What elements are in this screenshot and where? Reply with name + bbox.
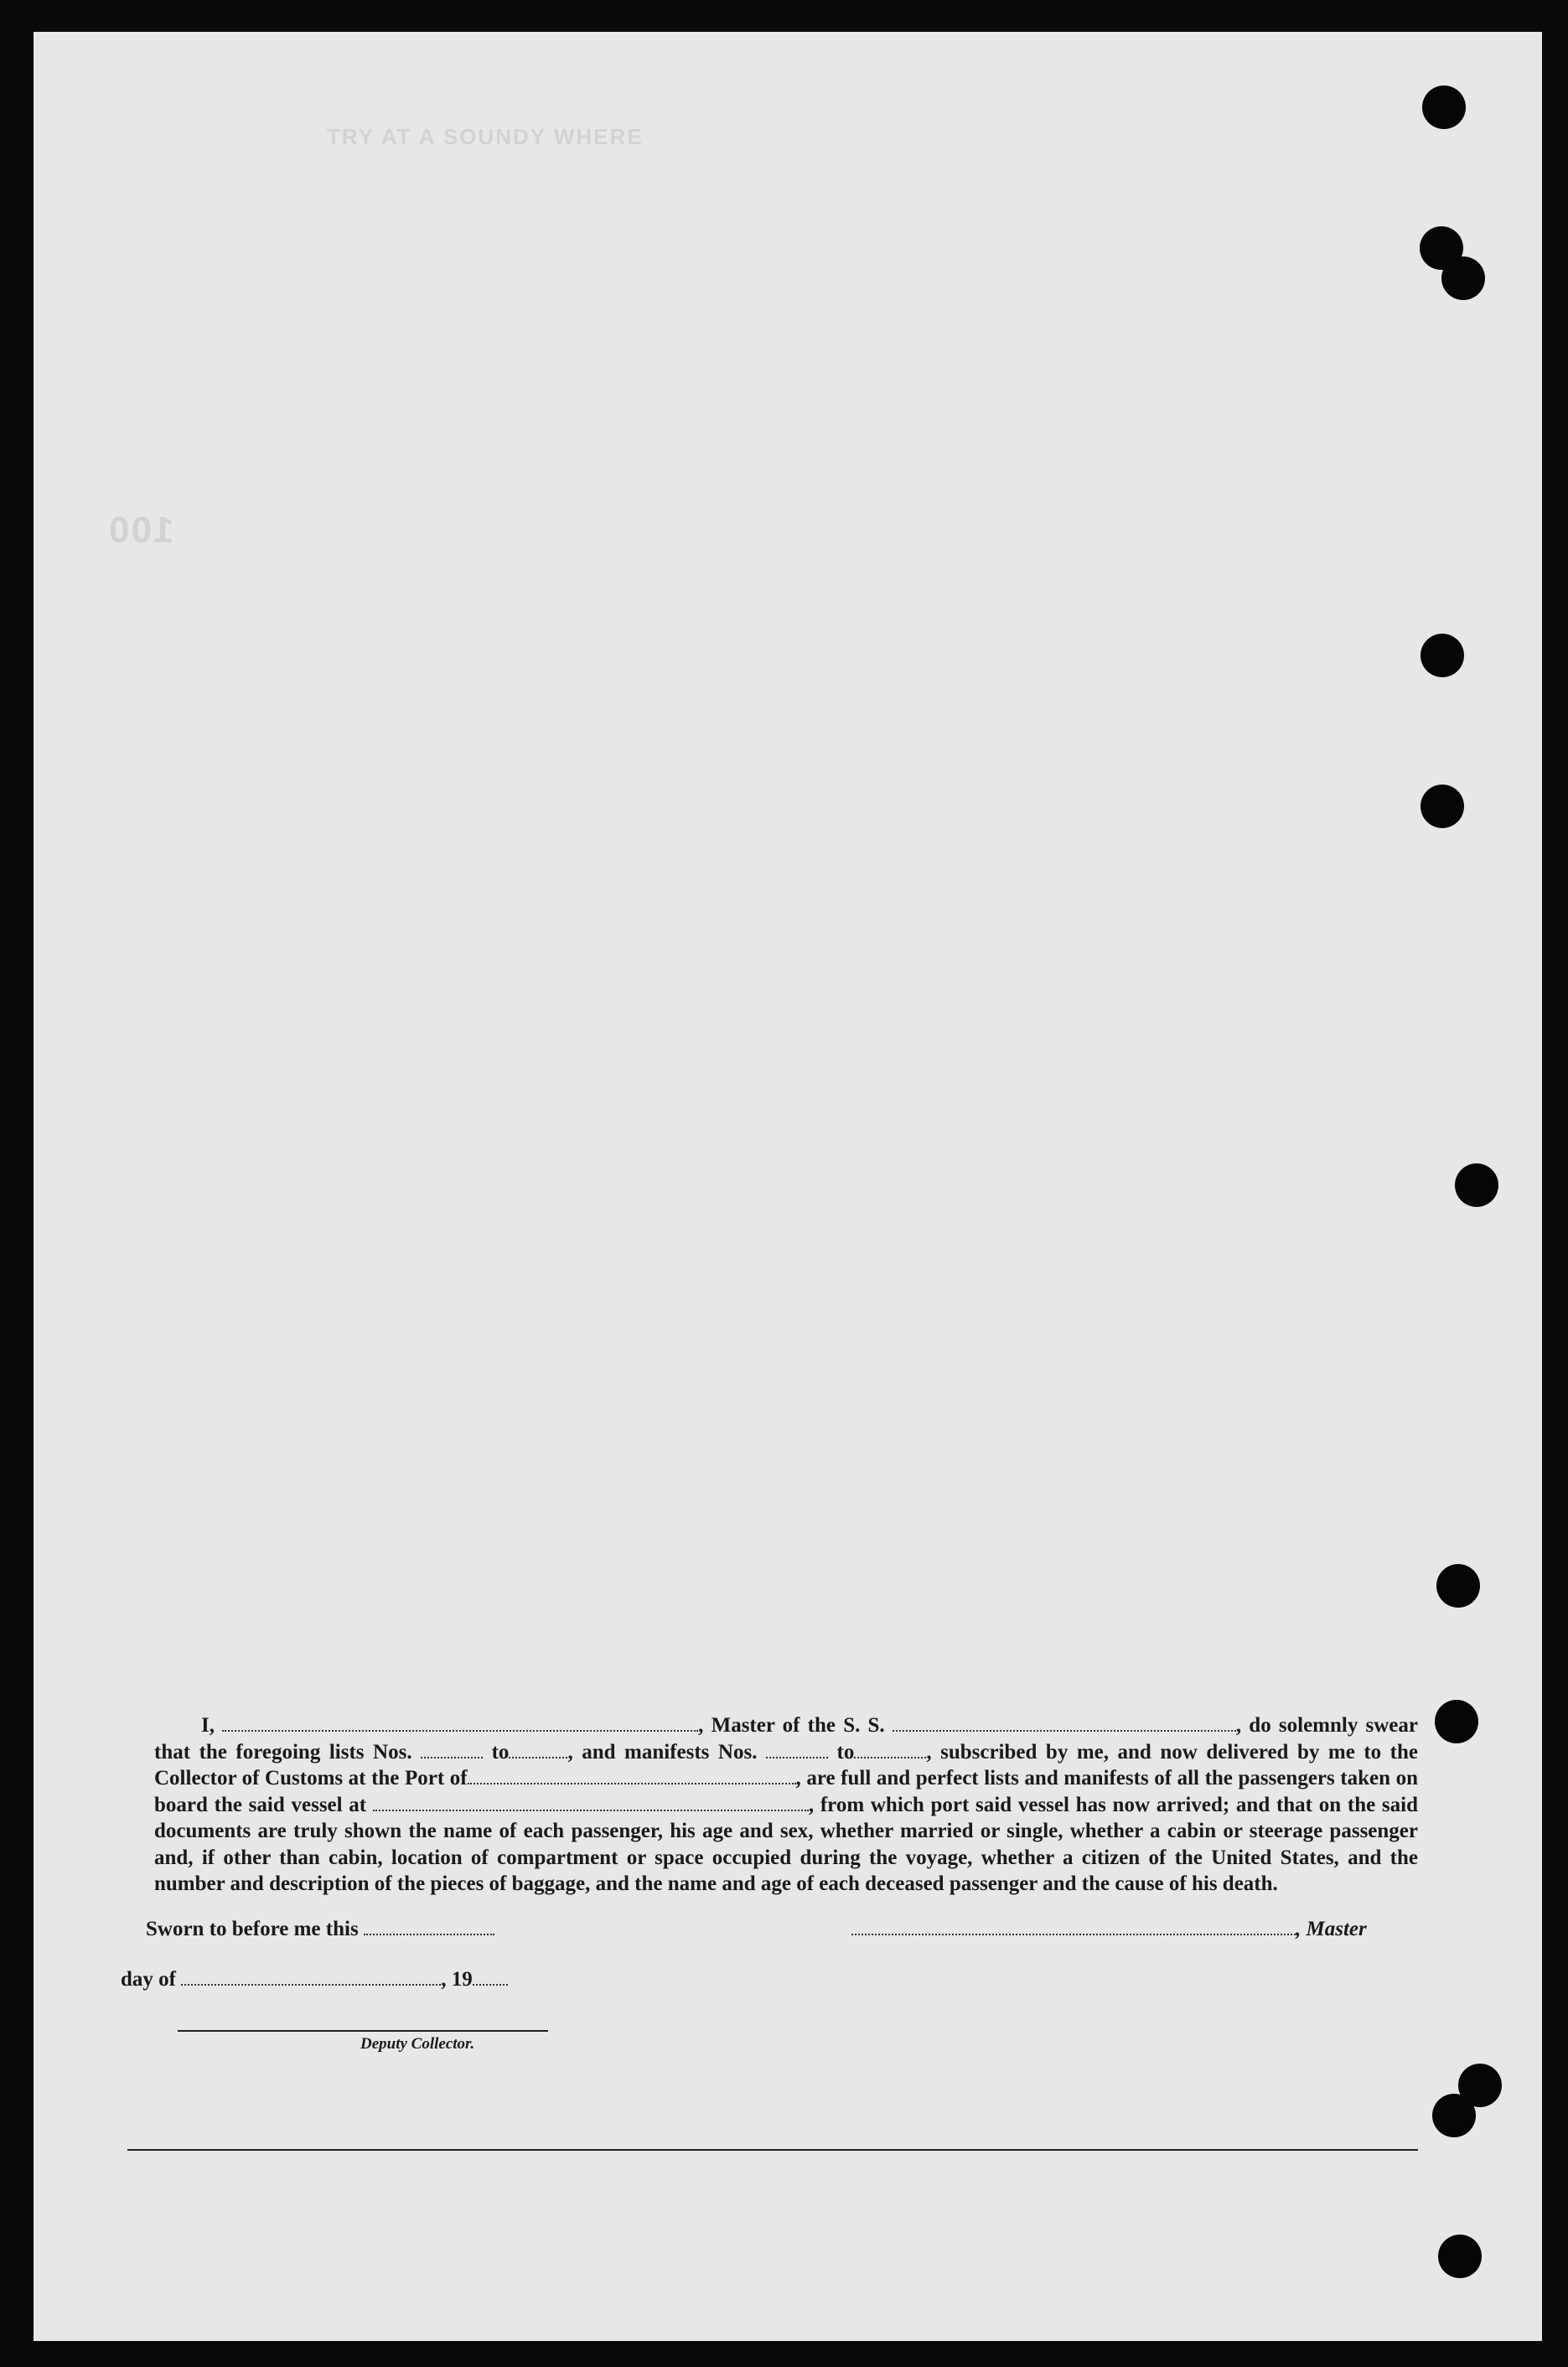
oath-text: , do solemnly swear that the foregoing lists Nos. — [154, 1714, 1418, 1764]
port-field[interactable] — [468, 1766, 796, 1784]
punch-hole — [1421, 634, 1464, 677]
oath-text: , Master of the S. S. — [698, 1714, 885, 1737]
oath-text: to — [491, 1740, 510, 1764]
sworn-label: Sworn to before me this — [146, 1918, 359, 1940]
master-signature-field[interactable] — [851, 1917, 1296, 1935]
day-of-label: day of — [121, 1968, 176, 1991]
bleed-through-number: 100 — [107, 510, 174, 551]
day-of-line — [121, 1967, 508, 1991]
deputy-signature-rule — [178, 2030, 548, 2032]
year-label: , 19 — [441, 1968, 473, 1991]
sworn-line — [146, 1917, 494, 1941]
list-from-field[interactable] — [421, 1740, 483, 1758]
punch-hole — [1435, 1700, 1478, 1743]
master-oath-paragraph — [154, 1712, 1418, 1898]
departure-port-field[interactable] — [373, 1793, 809, 1811]
manifest-page — [34, 32, 1542, 2341]
oath-text: I, — [201, 1714, 215, 1737]
punch-hole — [1438, 2235, 1482, 2278]
manifest-from-field[interactable] — [766, 1740, 828, 1758]
page-bottom-rule — [127, 2149, 1418, 2151]
punch-hole — [1436, 1564, 1480, 1608]
bleed-through-text: TRY AT A SOUNDY WHERE — [327, 124, 644, 149]
oath-text: , subscribed by me, and now delivered by me to the Collector of Customs at the Port of — [154, 1740, 1418, 1789]
sworn-date-field[interactable] — [364, 1917, 494, 1935]
list-to-field[interactable] — [509, 1740, 567, 1758]
punch-hole — [1422, 85, 1466, 129]
punch-hole — [1421, 785, 1464, 828]
ship-name-field[interactable] — [893, 1713, 1236, 1732]
manifest-to-field[interactable] — [854, 1740, 926, 1758]
year-field[interactable] — [473, 1967, 508, 1986]
oath-text: to — [836, 1740, 855, 1764]
punch-hole — [1432, 2094, 1476, 2137]
oath-text: , are full and perfect lists and manifests of all the passengers taken on board the said vessel at — [154, 1767, 1418, 1816]
oath-text: , and manifests Nos. — [567, 1740, 758, 1764]
punch-hole — [1455, 1163, 1498, 1207]
oath-text: , from which port said vessel has now arrived; and that on the said documents are truly shown the name of each passenger, his age and sex, whether married or single, whether a cabin or steerage passenger and, if other than cabin, location of compartment or space occupied during the voyage, whether a citizen of the United States, and the number and description of the pieces of baggage, and the name and age of each deceased passenger and the cause of his death. — [154, 1793, 1418, 1895]
month-field[interactable] — [181, 1967, 441, 1986]
deputy-collector-label: Deputy Collector. — [360, 2035, 475, 2053]
master-name-field[interactable] — [222, 1713, 698, 1732]
punch-hole — [1441, 256, 1485, 300]
master-label: , Master — [1296, 1918, 1367, 1940]
master-signature-line — [851, 1917, 1367, 1941]
